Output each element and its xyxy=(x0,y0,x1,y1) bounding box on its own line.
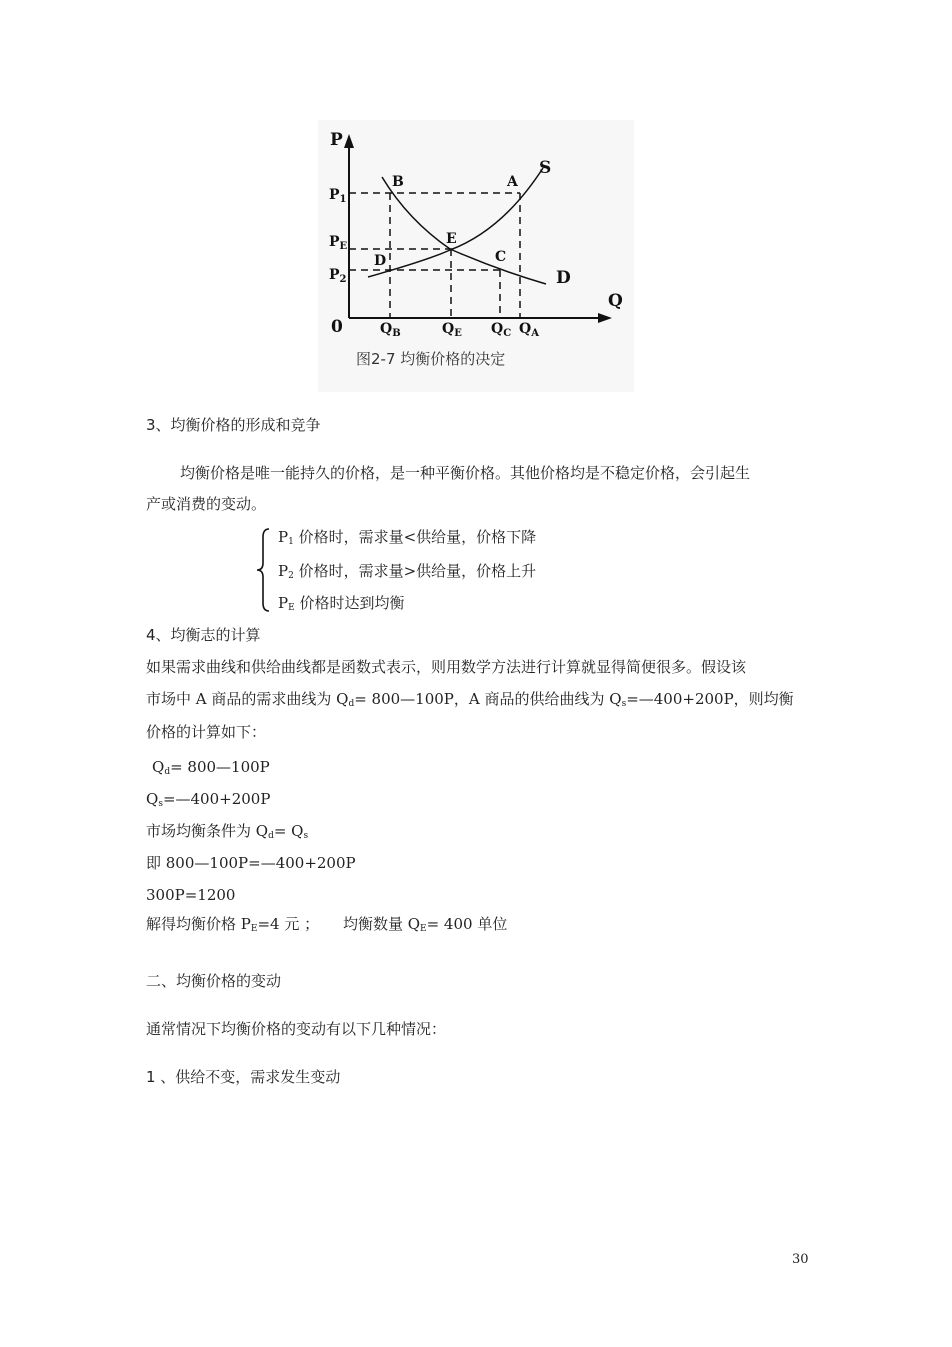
section-two-intro: 通常情况下均衡价格的变动有以下几种情况： xyxy=(146,1020,447,1038)
equation-result: 解得均衡价格 $P_E=4$ 元 ； 均衡数量 $Q_E= 400$ 单位 xyxy=(146,915,508,934)
pe-label: $P_E$ xyxy=(329,234,348,252)
supply-curve-label: S xyxy=(539,158,552,178)
qe-label: $Q_E$ xyxy=(442,321,462,339)
section-3-paragraph-line-2: 产或消费的变动。 xyxy=(146,495,267,513)
section-3-heading: 3、均衡价格的形成和竞争 xyxy=(146,416,321,434)
equilibrium-price-figure xyxy=(318,120,634,392)
p1-label: $P_1$ xyxy=(329,187,347,205)
p-axis-arrow xyxy=(344,134,354,148)
equation-simplified: 300P=1200 xyxy=(146,886,236,904)
point-c-label: C xyxy=(495,249,507,265)
case-p1: $P_1$ 价格时，需求量<供给量，价格下降 xyxy=(278,528,537,547)
case-p2: $P_2$ 价格时，需求量>供给量，价格上升 xyxy=(278,562,537,581)
q-axis-arrow xyxy=(598,313,612,323)
figure-caption: 图2-7 均衡价格的决定 xyxy=(356,350,506,368)
q-axis-label: Q xyxy=(608,291,623,311)
section-3-paragraph-line-1: 均衡价格是唯一能持久的价格，是一种平衡价格。其他价格均是不稳定价格，会引起生 xyxy=(180,464,751,482)
section-4-line-3: 价格的计算如下： xyxy=(146,723,267,741)
section-two-item-1: 1 、供给不变，需求发生变动 xyxy=(146,1068,341,1086)
case-pe: $P_E$ 价格时达到均衡 xyxy=(278,594,405,613)
qb-label: $Q_B$ xyxy=(380,321,401,339)
demand-curve-label: D xyxy=(556,268,571,288)
origin-label: 0 xyxy=(331,317,343,337)
section-4-line-2: 市场中 A 商品的需求曲线为 $Q_d=$ 800—100P，A 商品的供给曲线为 $Q_s=—400+200P$，则均衡 xyxy=(146,690,794,709)
p-axis-label: P xyxy=(330,130,343,150)
left-brace xyxy=(255,527,275,613)
section-4-line-1: 如果需求曲线和供给曲线都是函数式表示，则用数学方法进行计算就显得简便很多。假设该 xyxy=(146,658,747,676)
equation-demand: $Q_d=$ 800—100P xyxy=(152,758,270,777)
section-4-heading: 4、均衡志的计算 xyxy=(146,626,261,644)
point-d-label: D xyxy=(374,253,387,269)
equation-substitution: 即 800—100P=—400+200P xyxy=(146,854,356,872)
point-a-label: A xyxy=(507,174,518,190)
p2-label: $P_2$ xyxy=(329,267,347,285)
qc-label: $Q_C$ xyxy=(491,321,512,339)
point-e-label: E xyxy=(446,231,457,247)
equation-equilibrium-condition: 市场均衡条件为 $Q_d= Q_s$ xyxy=(146,822,309,841)
equation-supply: $Q_s=—400+200P$ xyxy=(146,790,271,809)
page-number: 30 xyxy=(792,1252,809,1267)
section-two-heading: 二、均衡价格的变动 xyxy=(146,972,282,990)
qa-label: $Q_A$ xyxy=(519,321,539,339)
point-b-label: B xyxy=(392,174,404,190)
